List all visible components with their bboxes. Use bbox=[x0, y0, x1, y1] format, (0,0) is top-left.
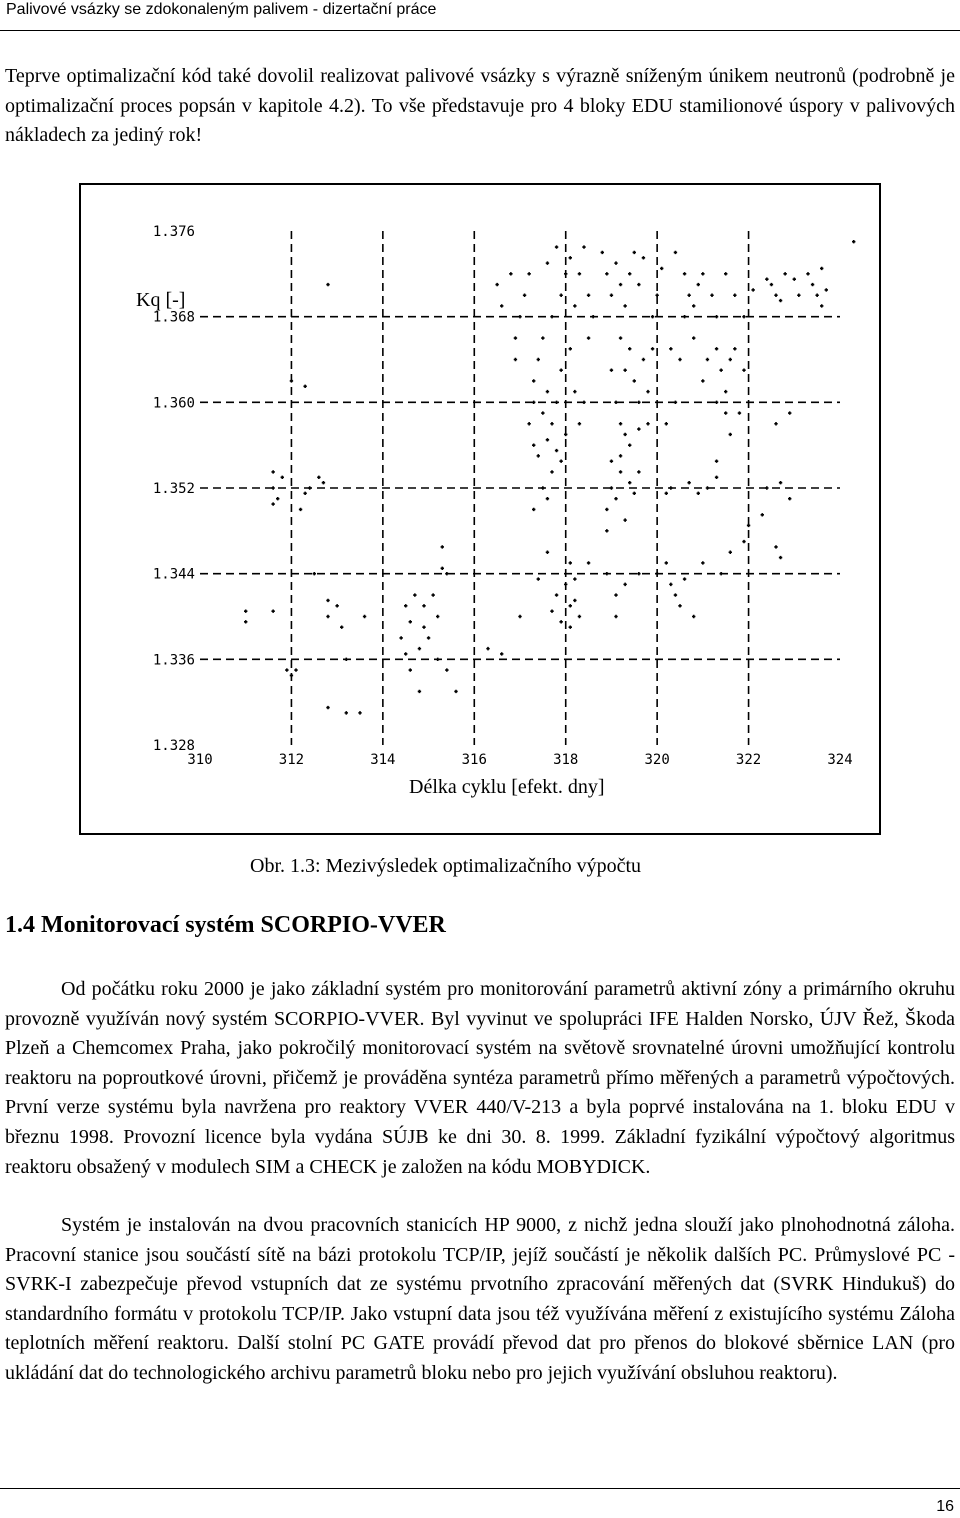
scatter-point bbox=[715, 476, 718, 479]
x-axis-label: Délka cyklu [efekt. dny] bbox=[409, 776, 605, 798]
scatter-point bbox=[546, 438, 549, 441]
scatter-point bbox=[733, 294, 736, 297]
scatter-point bbox=[578, 272, 581, 275]
scatter-point bbox=[605, 508, 608, 511]
scatter-point bbox=[441, 567, 444, 570]
scatter-point bbox=[569, 347, 572, 350]
scatter-point bbox=[774, 294, 777, 297]
scatter-point bbox=[573, 390, 576, 393]
header-rule bbox=[0, 30, 960, 31]
scatter-point bbox=[582, 401, 585, 404]
scatter-point bbox=[271, 502, 274, 505]
scatter-point bbox=[692, 336, 695, 339]
scatter-point bbox=[532, 379, 535, 382]
x-tick-label: 316 bbox=[461, 752, 487, 768]
scatter-point bbox=[578, 422, 581, 425]
scatter-point bbox=[788, 411, 791, 414]
scatter-point bbox=[445, 668, 448, 671]
running-header: Palivové vsázky se zdokonaleným palivem - dizertační práce bbox=[6, 1, 437, 18]
scatter-point bbox=[687, 294, 690, 297]
scatter-point bbox=[523, 294, 526, 297]
scatter-point bbox=[582, 245, 585, 248]
scatter-point bbox=[363, 615, 366, 618]
scatter-point bbox=[751, 288, 754, 291]
scatter-point bbox=[290, 674, 293, 677]
scatter-point bbox=[793, 277, 796, 280]
scatter-point bbox=[761, 513, 764, 516]
scatter-point bbox=[623, 433, 626, 436]
scatter-point bbox=[651, 315, 654, 318]
scatter-point bbox=[674, 593, 677, 596]
scatter-point bbox=[655, 572, 658, 575]
scatter-point bbox=[537, 577, 540, 580]
scatter-point bbox=[623, 369, 626, 372]
scatter-point bbox=[614, 401, 617, 404]
scatter-point bbox=[774, 422, 777, 425]
scatter-point bbox=[692, 615, 695, 618]
scatter-point bbox=[637, 572, 640, 575]
scatter-point bbox=[719, 369, 722, 372]
scatter-point bbox=[422, 626, 425, 629]
scatter-point bbox=[724, 390, 727, 393]
scatter-point bbox=[564, 583, 567, 586]
x-tick-label: 324 bbox=[827, 752, 853, 768]
scatter-point bbox=[674, 401, 677, 404]
scatter-point bbox=[409, 668, 412, 671]
scatter-point bbox=[564, 433, 567, 436]
scatter-point bbox=[765, 486, 768, 489]
scatter-point bbox=[697, 283, 700, 286]
scatter-point bbox=[665, 492, 668, 495]
scatter-point bbox=[628, 481, 631, 484]
scatter-point bbox=[697, 492, 700, 495]
scatter-point bbox=[550, 609, 553, 612]
scatter-point bbox=[532, 443, 535, 446]
scatter-point bbox=[815, 294, 818, 297]
scatter-point bbox=[559, 460, 562, 463]
scatter-point bbox=[646, 422, 649, 425]
scatter-point bbox=[569, 561, 572, 564]
scatter-point bbox=[569, 626, 572, 629]
scatter-point bbox=[578, 615, 581, 618]
scatter-point bbox=[281, 476, 284, 479]
scatter-point bbox=[587, 336, 590, 339]
scatter-point bbox=[345, 658, 348, 661]
scatter-point bbox=[701, 272, 704, 275]
x-tick-labels bbox=[187, 752, 852, 768]
scatter-point bbox=[779, 481, 782, 484]
scatter-point bbox=[820, 267, 823, 270]
scatter-point bbox=[486, 647, 489, 650]
scatter-point bbox=[308, 486, 311, 489]
scatter-point bbox=[729, 551, 732, 554]
body-paragraph-2: Systém je instalován na dvou pracovních stanicích HP 9000, z nichž jedna slouží jako plnohodnotná záloha. Pracovní stanice jsou součástí sítě na bázi protokolu TCP/IP, jejíž součástí je několik dalších PC. Průmyslové PC - SVRK-I zabezpečuje převod vstupních dat ze systému prvotního zpracování měřených dat (SVRK Hindukuš) do standardního formátu v protokolu TCP/IP. Jako vstupní data jsou též využívána měření z existujícího systému Záloha teplotních měření reaktoru. Další stolní PC GATE provádí převod dat pro přenos do blokové sběrnice LAN (pro ukládání dat do technologického archivu parametrů bloku nebo pro jejich využívání obsluhou reaktoru). bbox=[5, 1214, 955, 1384]
scatter-point bbox=[628, 443, 631, 446]
x-tick-label: 318 bbox=[553, 752, 579, 768]
scatter-point bbox=[244, 609, 247, 612]
scatter-point bbox=[326, 706, 329, 709]
page-number: 16 bbox=[936, 1498, 954, 1515]
x-tick-label: 314 bbox=[370, 752, 396, 768]
scatter-point bbox=[299, 508, 302, 511]
y-tick-label: 1.352 bbox=[152, 481, 195, 497]
scatter-point bbox=[715, 401, 718, 404]
scatter-point bbox=[303, 492, 306, 495]
scatter-point bbox=[271, 486, 274, 489]
scatter-point bbox=[573, 577, 576, 580]
scatter-point bbox=[326, 283, 329, 286]
scatter-point bbox=[546, 261, 549, 264]
scatter-point bbox=[665, 561, 668, 564]
scatter-point bbox=[404, 604, 407, 607]
scatter-point bbox=[441, 545, 444, 548]
scatter-point bbox=[546, 497, 549, 500]
scatter-point bbox=[573, 599, 576, 602]
scatter-point bbox=[605, 572, 608, 575]
scatter-point bbox=[706, 486, 709, 489]
scatter-point bbox=[610, 369, 613, 372]
y-tick-label: 1.360 bbox=[152, 395, 195, 412]
scatter-point bbox=[733, 347, 736, 350]
scatter-point bbox=[294, 668, 297, 671]
scatter-point bbox=[322, 481, 325, 484]
scatter-point bbox=[701, 561, 704, 564]
scatter-point bbox=[271, 470, 274, 473]
scatter-point bbox=[724, 272, 727, 275]
scatter-point bbox=[532, 401, 535, 404]
scatter-point bbox=[683, 315, 686, 318]
scatter-point bbox=[509, 272, 512, 275]
scatter-point bbox=[623, 304, 626, 307]
scatter-point bbox=[605, 272, 608, 275]
scatter-point bbox=[637, 401, 640, 404]
scatter-point bbox=[413, 593, 416, 596]
scatter-point bbox=[710, 294, 713, 297]
scatter-point bbox=[317, 476, 320, 479]
scatter-point bbox=[811, 283, 814, 286]
scatter-point bbox=[527, 272, 530, 275]
scatter-point bbox=[619, 283, 622, 286]
scatter-point bbox=[742, 315, 745, 318]
scatter-point bbox=[719, 572, 722, 575]
scatter-point bbox=[783, 272, 786, 275]
scatter-point bbox=[619, 336, 622, 339]
scatter-point bbox=[587, 294, 590, 297]
figure-frame bbox=[79, 183, 881, 835]
scatter-point bbox=[436, 615, 439, 618]
scatter-point bbox=[550, 470, 553, 473]
scatter-point bbox=[418, 690, 421, 693]
scatter-point bbox=[569, 256, 572, 259]
scatter-chart bbox=[81, 185, 879, 833]
scatter-point bbox=[765, 277, 768, 280]
scatter-point bbox=[669, 583, 672, 586]
y-tick-label: 1.328 bbox=[152, 738, 195, 754]
scatter-point bbox=[619, 470, 622, 473]
scatter-point bbox=[244, 620, 247, 623]
scatter-point bbox=[637, 470, 640, 473]
scatter-point bbox=[445, 572, 448, 575]
scatter-point bbox=[706, 358, 709, 361]
scatter-point bbox=[678, 358, 681, 361]
scatter-point bbox=[541, 336, 544, 339]
scatter-point bbox=[559, 294, 562, 297]
scatter-point bbox=[678, 604, 681, 607]
scatter-point bbox=[669, 347, 672, 350]
scatter-point bbox=[674, 251, 677, 254]
scatter-point bbox=[431, 593, 434, 596]
scatter-point bbox=[427, 636, 430, 639]
scatter-point bbox=[550, 422, 553, 425]
scatter-point bbox=[601, 251, 604, 254]
grid-lines bbox=[200, 231, 840, 745]
scatter-point bbox=[454, 690, 457, 693]
scatter-point bbox=[619, 422, 622, 425]
scatter-point bbox=[555, 245, 558, 248]
scatter-point bbox=[564, 272, 567, 275]
scatter-point bbox=[285, 668, 288, 671]
scatter-point bbox=[779, 299, 782, 302]
scatter-point bbox=[779, 556, 782, 559]
scatter-point bbox=[555, 401, 558, 404]
scatter-point bbox=[591, 315, 594, 318]
scatter-point bbox=[651, 347, 654, 350]
x-tick-label: 310 bbox=[187, 752, 213, 768]
scatter-point bbox=[683, 272, 686, 275]
y-tick-label: 1.344 bbox=[152, 566, 195, 583]
scatter-point bbox=[610, 294, 613, 297]
y-tick-label: 1.336 bbox=[152, 652, 195, 669]
scatter-point bbox=[614, 261, 617, 264]
scatter-point bbox=[546, 390, 549, 393]
scatter-point bbox=[559, 369, 562, 372]
scatter-point bbox=[500, 304, 503, 307]
scatter-point bbox=[555, 449, 558, 452]
scatter-point bbox=[518, 315, 521, 318]
scatter-point bbox=[683, 577, 686, 580]
scatter-point bbox=[340, 626, 343, 629]
scatter-point bbox=[633, 492, 636, 495]
scatter-point bbox=[436, 658, 439, 661]
scatter-point bbox=[573, 304, 576, 307]
footer-rule bbox=[0, 1488, 960, 1489]
scatter-point bbox=[788, 497, 791, 500]
scatter-point bbox=[537, 358, 540, 361]
y-tick-label: 1.376 bbox=[152, 224, 195, 240]
scatter-point bbox=[500, 652, 503, 655]
scatter-point bbox=[422, 604, 425, 607]
x-tick-label: 312 bbox=[278, 752, 305, 768]
scatter-point bbox=[271, 609, 274, 612]
scatter-point bbox=[852, 240, 855, 243]
scatter-point bbox=[806, 272, 809, 275]
scatter-point bbox=[605, 529, 608, 532]
scatter-point bbox=[637, 283, 640, 286]
scatter-point bbox=[409, 620, 412, 623]
figure-caption: Obr. 1.3: Mezivýsledek optimalizačního výpočtu bbox=[250, 855, 642, 877]
scatter-point bbox=[669, 486, 672, 489]
y-tick-label: 1.368 bbox=[152, 309, 195, 326]
scatter-point bbox=[514, 336, 517, 339]
scatter-point bbox=[546, 551, 549, 554]
scatter-point bbox=[532, 508, 535, 511]
scatter-point bbox=[335, 604, 338, 607]
scatter-point bbox=[619, 454, 622, 457]
scatter-point bbox=[587, 561, 590, 564]
scatter-point bbox=[610, 460, 613, 463]
scatter-point bbox=[555, 593, 558, 596]
intro-paragraph: Teprve optimalizační kód také dovolil realizovat palivové vsázky s výrazně sníženým únikem neutronů (podrobně je optimalizační proces popsán v kapitole 4.2). To vše představuje pro 4 bloky EDU stamilionové úspory v palivových nákladech za jediný rok! bbox=[5, 65, 955, 147]
scatter-point bbox=[655, 294, 658, 297]
scatter-point bbox=[774, 545, 777, 548]
scatter-point bbox=[541, 486, 544, 489]
scatter-point bbox=[313, 572, 316, 575]
scatter-point bbox=[276, 497, 279, 500]
scatter-point bbox=[742, 540, 745, 543]
scatter-point bbox=[820, 304, 823, 307]
scatter-point bbox=[637, 427, 640, 430]
x-tick-label: 322 bbox=[735, 752, 762, 768]
scatter-point bbox=[614, 497, 617, 500]
scatter-point bbox=[550, 315, 553, 318]
scatter-point bbox=[495, 283, 498, 286]
scatter-point bbox=[541, 411, 544, 414]
scatter-point bbox=[692, 304, 695, 307]
scatter-point bbox=[303, 385, 306, 388]
scatter-point bbox=[660, 267, 663, 270]
scatter-point bbox=[642, 256, 645, 259]
data-points bbox=[244, 240, 855, 715]
x-tick-label: 320 bbox=[644, 752, 670, 768]
scatter-point bbox=[345, 711, 348, 714]
scatter-point bbox=[610, 486, 613, 489]
scatter-point bbox=[687, 481, 690, 484]
scatter-point bbox=[290, 379, 293, 382]
scatter-point bbox=[418, 647, 421, 650]
scatter-point bbox=[642, 358, 645, 361]
scatter-point bbox=[701, 379, 704, 382]
scatter-point bbox=[404, 652, 407, 655]
scatter-point bbox=[738, 411, 741, 414]
scatter-point bbox=[628, 272, 631, 275]
scatter-point bbox=[742, 369, 745, 372]
scatter-point bbox=[358, 711, 361, 714]
scatter-point bbox=[797, 294, 800, 297]
scatter-point bbox=[326, 599, 329, 602]
scatter-point bbox=[614, 615, 617, 618]
scatter-point bbox=[633, 379, 636, 382]
scatter-point bbox=[747, 524, 750, 527]
scatter-point bbox=[527, 422, 530, 425]
scatter-point bbox=[569, 604, 572, 607]
scatter-point bbox=[514, 358, 517, 361]
scatter-point bbox=[825, 288, 828, 291]
body-paragraph-1: Od počátku roku 2000 je jako základní systém pro monitorování parametrů aktivní zóny a primárního okruhu provozně využíván nový systém SCORPIO-VVER. Byl vyvinut ve spolupráci IFE Halden Norsko, ÚJV Řež, Škoda Plzeň a Chemcomex Praha, jako pokročilý monitorovací systém na světově srovnatelné úrovni umožňující kontrolu reaktoru na poproutkové úrovni, přičemž je prováděna syntéza parametrů přímo měřených a parametrů výpočtových. První verze systému byla navržena pro reaktory VVER 440/V-213 a byla poprvé instalována na 1. bloku EDU v březnu 1998. Provozní licence byla vydána SÚJB ke dni 30. 8. 1999. Základní fyzikální výpočtový algoritmus reaktoru obsažený v modulech SIM a CHECK je založen na kódu MOBYDICK. bbox=[5, 978, 955, 1178]
scatter-point bbox=[628, 347, 631, 350]
scatter-point bbox=[715, 315, 718, 318]
section-heading: 1.4 Monitorovací systém SCORPIO-VVER bbox=[5, 912, 446, 938]
scatter-point bbox=[665, 422, 668, 425]
scatter-point bbox=[614, 593, 617, 596]
scatter-point bbox=[715, 460, 718, 463]
scatter-point bbox=[537, 454, 540, 457]
scatter-point bbox=[715, 347, 718, 350]
scatter-point bbox=[623, 518, 626, 521]
scatter-point bbox=[729, 433, 732, 436]
scatter-point bbox=[770, 283, 773, 286]
y-axis-label: Kq [-] bbox=[136, 289, 186, 311]
scatter-point bbox=[326, 615, 329, 618]
scatter-point bbox=[559, 620, 562, 623]
scatter-point bbox=[518, 615, 521, 618]
scatter-point bbox=[729, 358, 732, 361]
scatter-point bbox=[633, 251, 636, 254]
scatter-point bbox=[646, 390, 649, 393]
scatter-point bbox=[623, 583, 626, 586]
scatter-point bbox=[724, 411, 727, 414]
scatter-point bbox=[399, 636, 402, 639]
